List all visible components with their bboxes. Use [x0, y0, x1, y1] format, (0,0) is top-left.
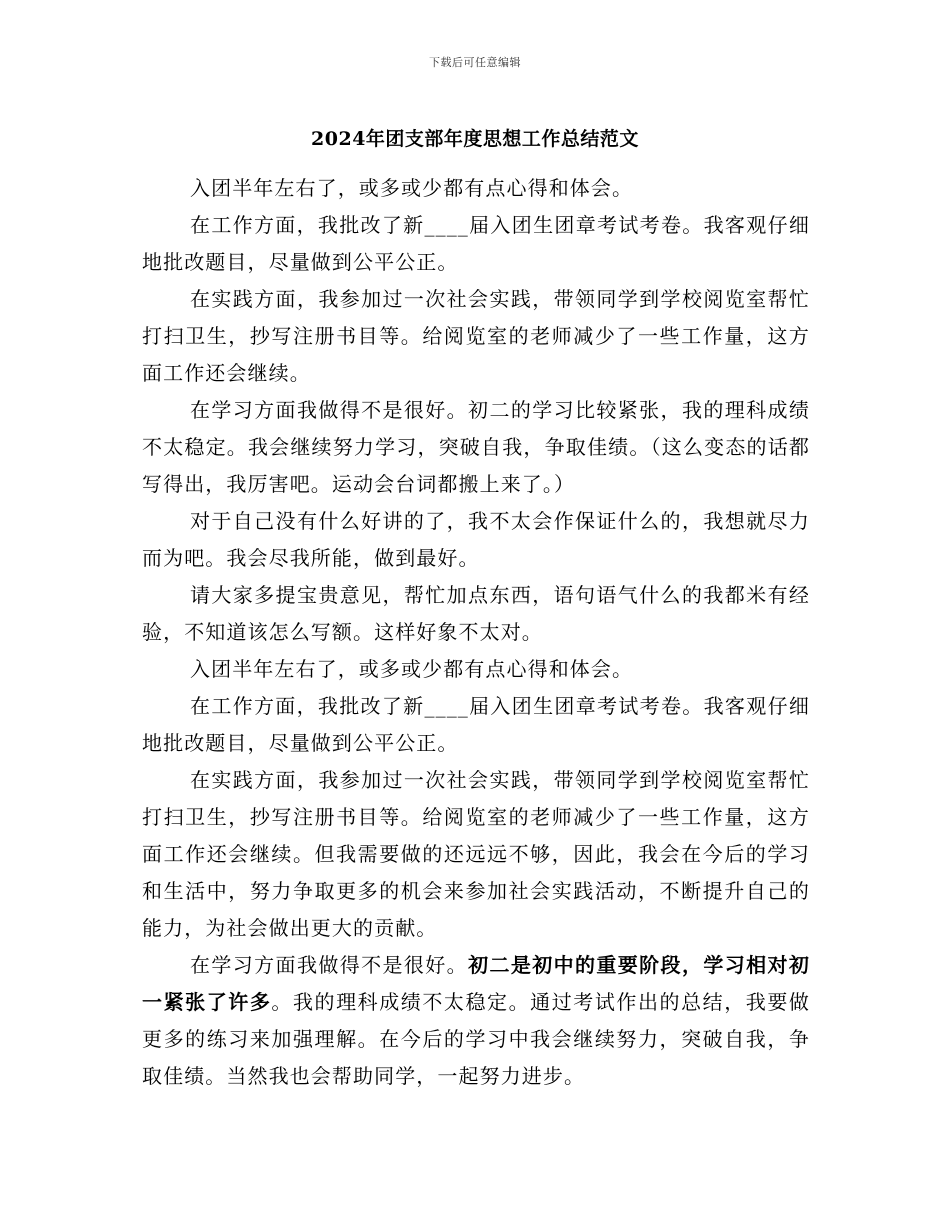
paragraph-10-part-3: 。我的理科成绩不太稳定。通过考试作出的总结，我要做更多的练习来加强理解。在今后的学习中我会继续努力，突破自我，争取佳绩。当然我也会帮助同学，一起努力进步。 [142, 990, 811, 1088]
paragraph-8: 在工作方面，我批改了新____届入团生团章考试考卷。我客观仔细地批改题目，尽量做到公平公正。 [142, 694, 810, 755]
document-body [142, 170, 810, 1095]
paragraph-5: 对于自己没有什么好讲的了，我不太会作保证什么的，我想就尽力而为吧。我会尽我所能，做到最好。 [142, 509, 810, 570]
paragraph-7: 入团半年左右了，或多或少都有点心得和体会。 [190, 657, 634, 681]
header-note: 下载后可任意编辑 [429, 56, 521, 69]
paragraph-10 [142, 947, 810, 1095]
paragraph-4: 在学习方面我做得不是很好。初二的学习比较紧张，我的理科成绩不太稳定。我会继续努力学习，突破自我，争取佳绩。（这么变态的话都写得出，我厉害吧。运动会台词都搬上来了。） [142, 398, 810, 496]
paragraph-6: 请大家多提宝贵意见，帮忙加点东西，语句语气什么的我都米有经验，不知道该怎么写额。这样好象不太对。 [142, 583, 810, 644]
paragraph-10-part-1: 在学习方面我做得不是很好。 [190, 953, 469, 977]
paragraph-9: 在实践方面，我参加过一次社会实践，带领同学到学校阅览室帮忙打扫卫生，抄写注册书目等。给阅览室的老师减少了一些工作量，这方面工作还会继续。但我需要做的还远远不够，因此，我会在今后的学习和生活中，努力争取更多的机会来参加社会实践活动，不断提升自己的能力，为社会做出更大的贡献。 [142, 768, 810, 940]
document-title: 2024年团支部年度思想工作总结范文 [311, 128, 639, 150]
paragraph-10-bold-text: 初二是初中的重要阶段，学习相对初一紧张了许多 [142, 953, 810, 1014]
paragraph-1: 入团半年左右了，或多或少都有点心得和体会。 [190, 176, 634, 200]
paragraph-2: 在工作方面，我批改了新____届入团生团章考试考卷。我客观仔细地批改题目，尽量做到公平公正。 [142, 213, 810, 274]
paragraph-3: 在实践方面，我参加过一次社会实践，带领同学到学校阅览室帮忙打扫卫生，抄写注册书目等。给阅览室的老师减少了一些工作量，这方面工作还会继续。 [142, 287, 810, 385]
